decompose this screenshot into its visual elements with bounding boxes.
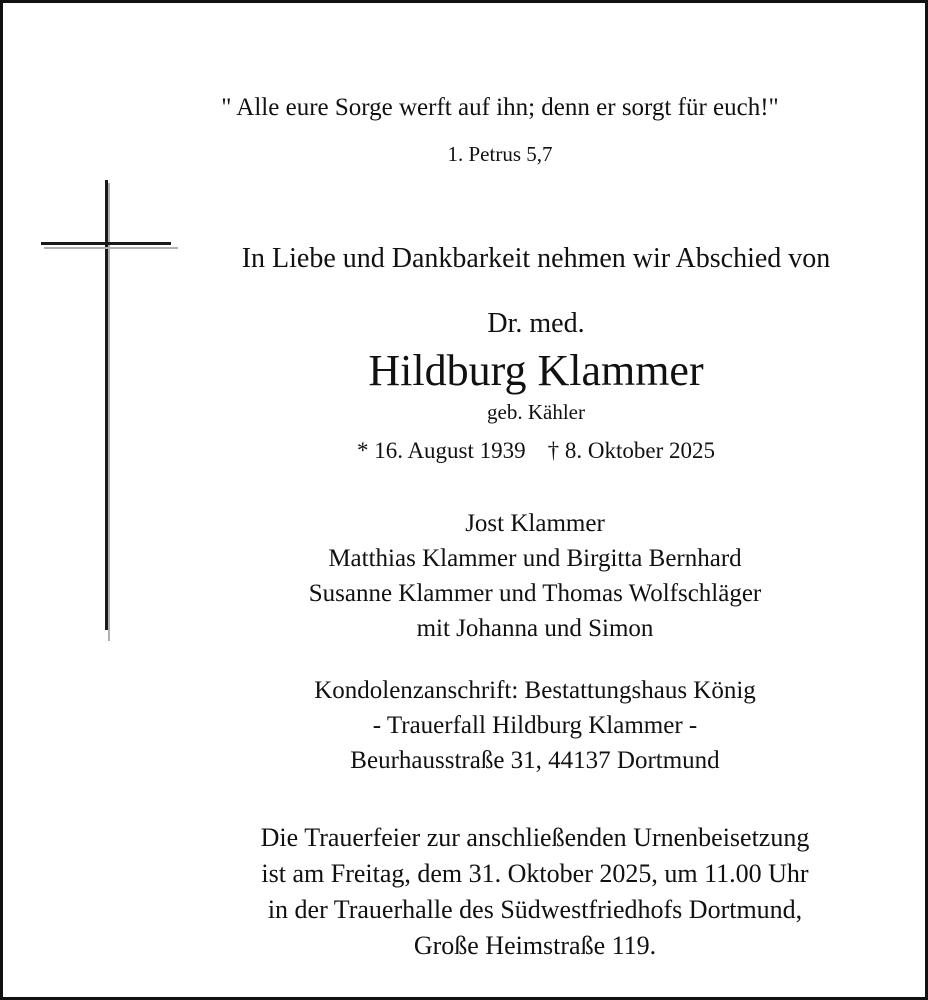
service-line: Die Trauerfeier zur anschließenden Urnenbeisetzung [260,823,810,852]
service-line: in der Trauerhalle des Südwestfriedhofs Dortmund, [267,895,803,924]
condolence-address [0,673,928,778]
deceased-name: Hildburg Klammer [368,346,704,395]
mourners-list [0,506,928,646]
bible-reference: 1. Petrus 5,7 [447,142,553,166]
address-line: - Trauerfall Hildburg Klammer - [372,712,698,739]
funeral-service-info [0,820,928,964]
life-dates [0,438,928,464]
mourner-line: Matthias Klammer und Birgitta Bernhard [328,545,742,572]
farewell-intro: In Liebe und Dankbarkeit nehmen wir Abschied von [241,243,831,274]
deceased-born-name: geb. Kähler [487,400,585,424]
birth-date: * 16. August 1939 [356,438,526,463]
mourner-line: mit Johanna und Simon [416,615,654,642]
address-line: Kondolenzanschrift: Bestattungshaus König [314,677,756,704]
service-line: Große Heimstraße 119. [413,931,657,960]
deceased-title: Dr. med. [487,308,585,339]
mourner-line: Jost Klammer [465,510,605,537]
bible-quote: " Alle eure Sorge werft auf ihn; denn er sorgt für euch!" [221,94,779,121]
death-date: † 8. Oktober 2025 [547,438,716,463]
mourner-line: Susanne Klammer und Thomas Wolfschläger [308,580,762,607]
address-line: Beurhausstraße 31, 44137 Dortmund [350,747,720,774]
service-line: ist am Freitag, dem 31. Oktober 2025, um 11.00 Uhr [261,859,809,888]
